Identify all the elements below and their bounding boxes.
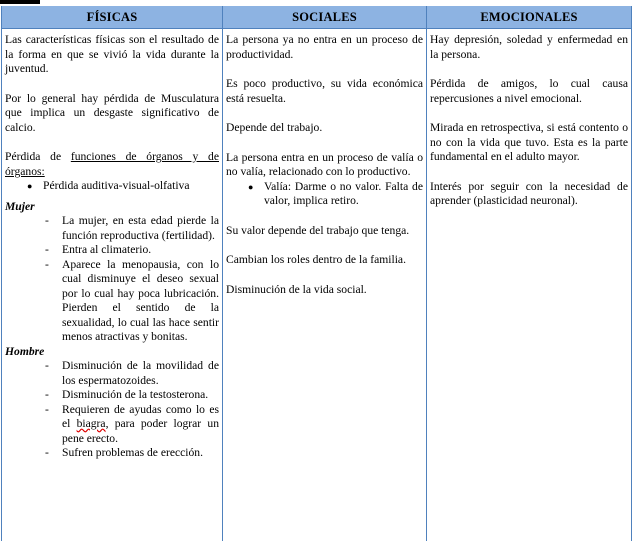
list-item: - Disminución de la testosterona. [5, 388, 219, 403]
hombre-heading: Hombre [5, 345, 219, 360]
sociales-paragraph: Disminución de la vida social. [226, 283, 423, 298]
list-item: - La mujer, en esta edad pierde la función reproductiva (fertilidad). [5, 214, 219, 243]
underlined-text: funciones de órganos y de órganos: [5, 150, 219, 178]
content-row [2, 29, 632, 541]
header-fisicas: FÍSICAS [2, 6, 223, 29]
emocionales-paragraph: Interés por seguir con la necesidad de aprender (plasticidad neuronal). [430, 180, 628, 209]
fisicas-paragraph: Las características físicas son el resultado de la forma en que se vivió la vida durante la juventud. [5, 33, 219, 77]
list-item: - Requieren de ayudas como lo es el biagra, para poder lograr un pene erecto. [5, 403, 219, 447]
misspelled-word: biagra [77, 417, 106, 430]
list-item: - Sufren problemas de erección. [5, 446, 219, 461]
header-emocionales: EMOCIONALES [427, 6, 632, 29]
hombre-list [5, 359, 219, 461]
list-item: - Aparece la menopausia, con lo cual disminuye el deseo sexual por lo cual hay poca lubricación. Pierden el sentido de la sexualidad, lo cual las hace sentir menos atractivas y bonitas. [5, 258, 219, 345]
sociales-cell [223, 29, 427, 541]
sociales-paragraph: Cambian los roles dentro de la familia. [226, 253, 423, 268]
list-item: ● Pérdida auditiva-visual-olfativa [5, 179, 219, 194]
fisicas-bullet-list [5, 179, 219, 194]
list-item: - Disminución de la movilidad de los espermatozoides. [5, 359, 219, 388]
top-line-decoration [0, 0, 40, 4]
sociales-paragraph: La persona entra en un proceso de valía o no valía, relacionado con lo productivo. [226, 151, 423, 180]
fisicas-paragraph: Pérdida de funciones de órganos y de órganos: [5, 150, 219, 179]
fisicas-cell [2, 29, 223, 541]
sociales-paragraph: Es poco productivo, su vida económica está resuelta. [226, 77, 423, 106]
characteristics-table [1, 6, 632, 541]
list-item: ● Valía: Darme o no valor. Falta de valor, implica retiro. [226, 180, 423, 209]
sociales-bullet-list [226, 180, 423, 209]
header-row [2, 6, 632, 29]
list-item: - Entra al climaterio. [5, 243, 219, 258]
emocionales-paragraph: Mirada en retrospectiva, si está contento o no con la vida que tuvo. Esta es la parte fundamental en el adulto mayor. [430, 121, 628, 165]
emocionales-paragraph: Hay depresión, soledad y enfermedad en la persona. [430, 33, 628, 62]
fisicas-paragraph: Por lo general hay pérdida de Musculatura que implica un desgaste significativo de calcio. [5, 92, 219, 136]
sociales-paragraph: La persona ya no entra en un proceso de productividad. [226, 33, 423, 62]
sociales-paragraph: Depende del trabajo. [226, 121, 423, 136]
emocionales-cell [427, 29, 632, 541]
header-sociales: SOCIALES [223, 6, 427, 29]
emocionales-paragraph: Pérdida de amigos, lo cual causa repercusiones a nivel emocional. [430, 77, 628, 106]
sociales-paragraph: Su valor depende del trabajo que tenga. [226, 224, 423, 239]
mujer-list [5, 214, 219, 345]
mujer-heading: Mujer [5, 200, 219, 215]
